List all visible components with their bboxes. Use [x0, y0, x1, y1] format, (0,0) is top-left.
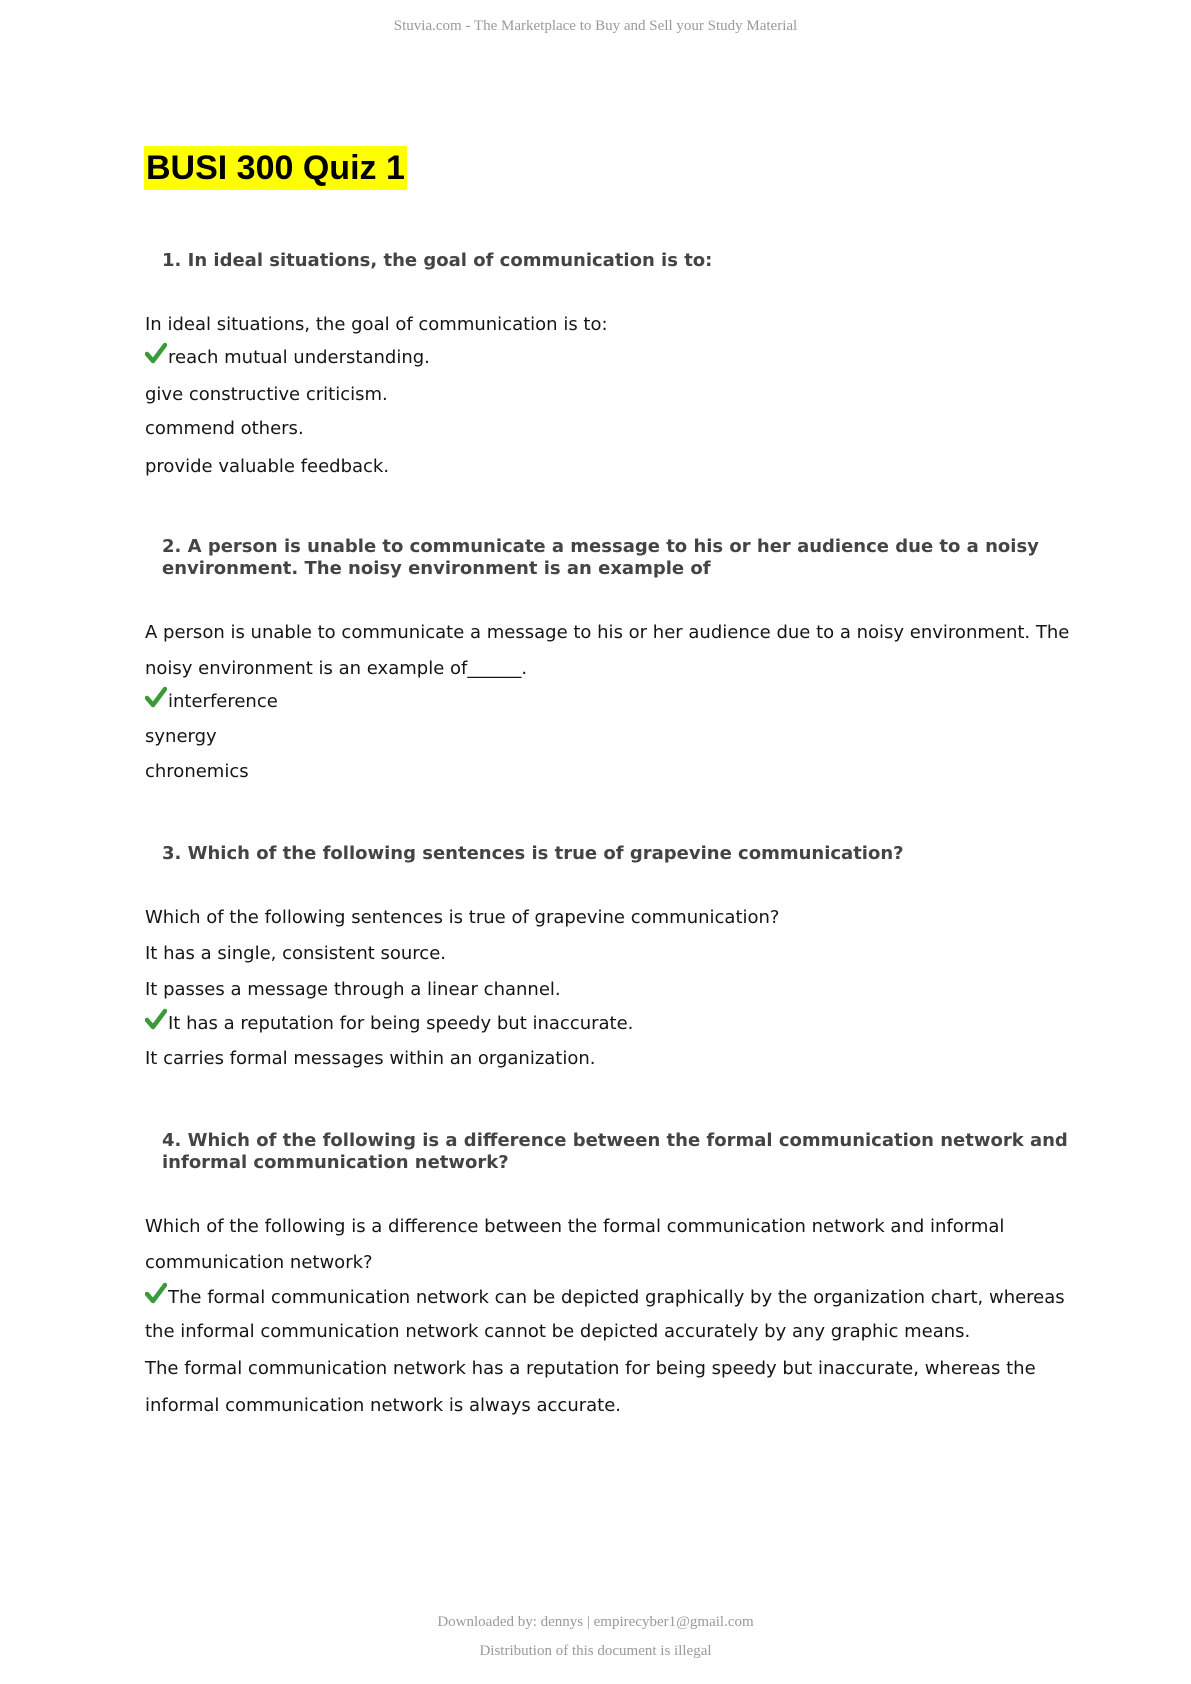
- question-4-heading: 4. Which of the following is a difference between the formal communication network and informal communication network?: [162, 1130, 1068, 1173]
- question-2-prompt-line-2: noisy environment is an example of______.: [145, 658, 528, 679]
- question-3-option-correct: It has a reputation for being speedy but inaccurate.: [168, 1013, 634, 1034]
- page-title: BUSI 300 Quiz 1: [144, 146, 407, 190]
- question-3-option: It carries formal messages within an organization.: [145, 1048, 596, 1069]
- question-3-option: It has a single, consistent source.: [145, 943, 446, 964]
- watermark-downloaded-by: Downloaded by: dennys | empirecyber1@gmail.com: [437, 1614, 754, 1630]
- question-4-prompt-line-2: communication network?: [145, 1252, 373, 1273]
- question-1-option: provide valuable feedback.: [145, 456, 390, 477]
- question-1-option: commend others.: [145, 418, 304, 439]
- question-2-option: chronemics: [145, 761, 249, 782]
- question-4-option-correct-line-1: The formal communication network can be depicted graphically by the organization chart, whereas: [168, 1287, 1065, 1308]
- checkmark-icon: [145, 686, 167, 708]
- watermark-header: Stuvia.com - The Marketplace to Buy and Sell your Study Material: [393, 18, 798, 34]
- checkmark-icon: [145, 1282, 167, 1304]
- question-2-option-correct: interference: [168, 691, 278, 712]
- watermark-distribution: Distribution of this document is illegal: [479, 1643, 712, 1659]
- checkmark-icon: [145, 342, 167, 364]
- checkmark-icon: [145, 1008, 167, 1030]
- question-3-option: It passes a message through a linear channel.: [145, 979, 561, 1000]
- question-2-heading: 2. A person is unable to communicate a message to his or her audience due to a noisy environment. The noisy environment is an example of: [162, 536, 1039, 579]
- question-4-option-line-1: The formal communication network has a reputation for being speedy but inaccurate, whereas the: [145, 1358, 1036, 1379]
- question-2-prompt-line-1: A person is unable to communicate a message to his or her audience due to a noisy environment. The: [145, 622, 1070, 643]
- question-1-prompt: In ideal situations, the goal of communication is to:: [145, 314, 608, 335]
- question-4-option-correct-line-2: the informal communication network cannot be depicted accurately by any graphic means.: [145, 1321, 971, 1342]
- question-2-option: synergy: [145, 726, 217, 747]
- question-1-option-correct: reach mutual understanding.: [168, 347, 430, 368]
- question-1-option: give constructive criticism.: [145, 384, 388, 405]
- question-3-heading: 3. Which of the following sentences is true of grapevine communication?: [162, 843, 904, 864]
- question-4-prompt-line-1: Which of the following is a difference between the formal communication network and informal: [145, 1216, 1005, 1237]
- question-3-prompt: Which of the following sentences is true of grapevine communication?: [145, 907, 780, 928]
- question-1-heading: 1. In ideal situations, the goal of communication is to:: [162, 250, 713, 271]
- question-4-option-line-2: informal communication network is always accurate.: [145, 1395, 622, 1416]
